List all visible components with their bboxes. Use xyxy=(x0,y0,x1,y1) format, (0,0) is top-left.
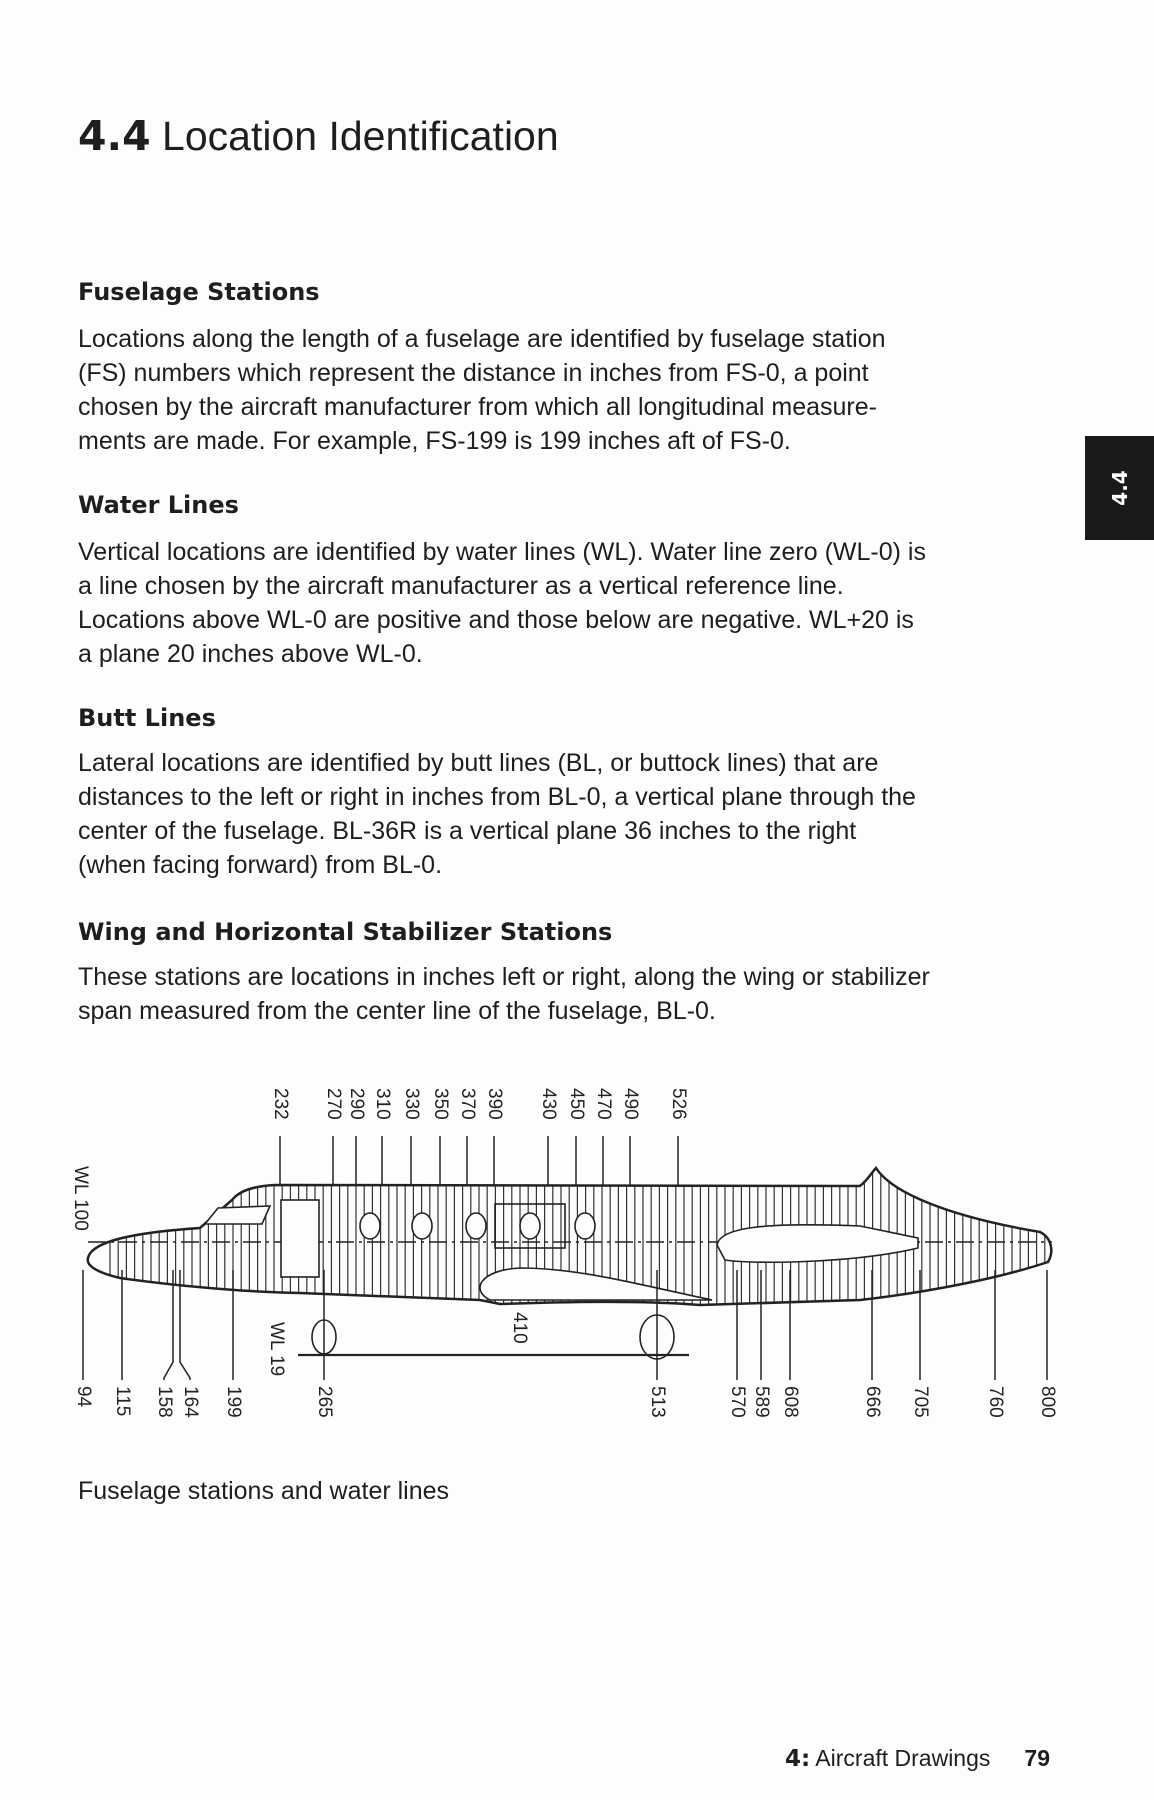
station-tick xyxy=(164,1270,173,1380)
text-line: Locations along the length of a fuselage are identified by fuselage station xyxy=(78,325,886,353)
top-station-label: 370 xyxy=(456,1088,478,1120)
chapter-tab-label: 4.4 xyxy=(1107,470,1132,506)
top-station-label: 430 xyxy=(537,1088,559,1120)
text-line: distances to the left or right in inches from BL-0, a vertical plane through the xyxy=(78,783,916,811)
bottom-station-label: 666 xyxy=(861,1386,883,1418)
station-labels xyxy=(70,1088,1058,1418)
bottom-station-label: 94 xyxy=(72,1386,94,1408)
bottom-station-label: 164 xyxy=(179,1386,201,1418)
wing-root xyxy=(480,1268,712,1300)
bottom-station-label: 800 xyxy=(1036,1386,1058,1418)
top-station-label: 490 xyxy=(619,1088,641,1120)
top-station-label: 470 xyxy=(592,1088,614,1120)
bottom-station-label: 570 xyxy=(726,1386,748,1418)
bottom-station-label: 589 xyxy=(750,1386,772,1418)
bottom-station-label: 705 xyxy=(909,1386,931,1418)
station-ticks xyxy=(83,1136,1047,1380)
heading-wing-stations: Wing and Horizontal Stabilizer Stations xyxy=(78,918,613,946)
top-station-label: 450 xyxy=(565,1088,587,1120)
bottom-station-label: 265 xyxy=(313,1386,335,1418)
cockpit-windows xyxy=(205,1206,270,1224)
bottom-station-label: 158 xyxy=(153,1386,175,1418)
wl-19-label: WL 19 xyxy=(265,1322,287,1377)
text-line: chosen by the aircraft manufacturer from which all longitudinal measure- xyxy=(78,393,877,421)
wl-100-label: WL 100 xyxy=(69,1166,91,1231)
bottom-station-label: 199 xyxy=(222,1386,244,1418)
top-station-label: 310 xyxy=(371,1088,393,1120)
top-station-label: 290 xyxy=(345,1088,367,1120)
bottom-station-label: 513 xyxy=(646,1386,668,1418)
text-line: ments are made. For example, FS-199 is 199 inches aft of FS-0. xyxy=(78,427,791,455)
text-line: a plane 20 inches above WL-0. xyxy=(78,640,423,668)
footer-chapter: Aircraft Drawings xyxy=(815,1745,991,1771)
section-title: Location Identification xyxy=(162,113,559,159)
cabin-window xyxy=(575,1213,595,1239)
cabin-window xyxy=(412,1213,432,1239)
wing-station-label: 410 xyxy=(508,1312,530,1344)
cabin-window xyxy=(360,1213,380,1239)
text-line: center of the fuselage. BL-36R is a vertical plane 36 inches to the right xyxy=(78,817,857,845)
top-station-label: 330 xyxy=(400,1088,422,1120)
engine-nacelle xyxy=(717,1225,918,1262)
heading-fuselage-stations: Fuselage Stations xyxy=(78,278,320,306)
bottom-station-label: 760 xyxy=(984,1386,1006,1418)
section-number: 4.4 xyxy=(78,112,151,160)
text-line: Lateral locations are identified by butt lines (BL, or buttock lines) that are xyxy=(78,749,879,777)
text-line: a line chosen by the aircraft manufacturer as a vertical reference line. xyxy=(78,572,844,600)
text-line: These stations are locations in inches left or right, along the wing or stabilizer xyxy=(78,963,930,991)
bottom-station-label: 115 xyxy=(111,1386,133,1417)
text-line: (FS) numbers which represent the distance in inches from FS-0, a point xyxy=(78,359,869,387)
door xyxy=(281,1200,319,1277)
heading-water-lines: Water Lines xyxy=(78,491,239,519)
cabin-window xyxy=(520,1213,540,1239)
text-line: Vertical locations are identified by water lines (WL). Water line zero (WL-0) is xyxy=(78,538,926,566)
footer-chapter-number: 4: xyxy=(784,1746,811,1772)
page-number: 79 xyxy=(1024,1745,1050,1771)
heading-butt-lines: Butt Lines xyxy=(78,704,216,732)
text-line: Locations above WL-0 are positive and those below are negative. WL+20 is xyxy=(78,606,914,634)
cabin-window xyxy=(466,1213,486,1239)
top-station-label: 232 xyxy=(269,1088,291,1120)
top-station-label: 270 xyxy=(322,1088,344,1120)
top-station-label: 390 xyxy=(483,1088,505,1120)
top-station-label: 526 xyxy=(667,1088,689,1120)
bottom-station-label: 608 xyxy=(779,1386,801,1418)
page-footer xyxy=(785,1745,1050,1772)
text-line: (when facing forward) from BL-0. xyxy=(78,851,443,879)
top-station-label: 350 xyxy=(429,1088,451,1120)
text-line: span measured from the center line of the fuselage, BL-0. xyxy=(78,997,716,1025)
figure-caption: Fuselage stations and water lines xyxy=(78,1477,450,1505)
